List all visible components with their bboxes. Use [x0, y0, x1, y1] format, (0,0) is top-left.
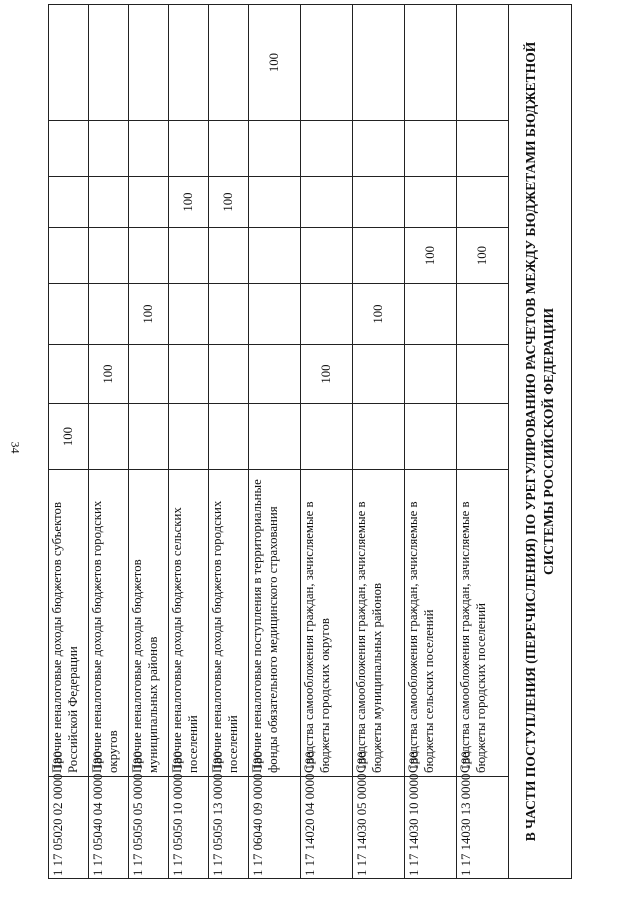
normative-value-cell: [457, 177, 509, 228]
revenue-code-cell: 1 17 05050 05 0000 180: [129, 777, 169, 879]
normative-value-cell: 100: [457, 228, 509, 284]
normative-value-cell: [405, 345, 457, 404]
table-row: [169, 5, 209, 879]
normative-value-cell: [209, 404, 249, 470]
normative-value-cell: [49, 121, 89, 177]
table-row: [353, 5, 405, 879]
normative-value-cell: [457, 121, 509, 177]
normative-value-cell: [353, 345, 405, 404]
section-header-row: [509, 5, 572, 879]
normative-value-cell: [209, 121, 249, 177]
normative-value-cell: [89, 228, 129, 284]
revenue-name-cell: Прочие неналоговые доходы бюджетов муниципальных районов: [129, 470, 169, 777]
normative-value-cell: [301, 5, 353, 121]
normative-value-cell: [89, 121, 129, 177]
normative-value-cell: [249, 345, 301, 404]
normative-value-cell: [301, 404, 353, 470]
normative-value-cell: [353, 5, 405, 121]
normative-value-cell: 100: [89, 345, 129, 404]
normative-value-cell: [49, 5, 89, 121]
table-row: [457, 5, 509, 879]
normative-value-cell: [129, 228, 169, 284]
normative-value-cell: [405, 5, 457, 121]
revenue-code-cell: 1 17 05040 04 0000 180: [89, 777, 129, 879]
normative-value-cell: [169, 404, 209, 470]
revenue-code-cell: 1 17 14030 13 0000 180: [457, 777, 509, 879]
normative-value-cell: [301, 228, 353, 284]
revenue-code-cell: 1 17 05050 13 0000 180: [209, 777, 249, 879]
normative-value-cell: [405, 284, 457, 345]
revenue-name-cell: Прочие неналоговые доходы бюджетов субъектов Российской Федерации: [49, 470, 89, 777]
rotated-table-container: [48, 24, 586, 879]
table-row: [49, 5, 89, 879]
normative-value-cell: [89, 5, 129, 121]
table-row: [129, 5, 169, 879]
normative-value-cell: [405, 121, 457, 177]
normative-value-cell: [89, 177, 129, 228]
normative-value-cell: [169, 5, 209, 121]
page-number: 34: [8, 441, 23, 454]
budget-revenue-table: [48, 4, 572, 879]
normative-value-cell: [249, 228, 301, 284]
normative-value-cell: 100: [353, 284, 405, 345]
normative-value-cell: [49, 345, 89, 404]
normative-value-cell: [49, 284, 89, 345]
normative-value-cell: [169, 284, 209, 345]
table-row: [89, 5, 129, 879]
table-row: [301, 5, 353, 879]
revenue-code-cell: 1 17 05020 02 0000 180: [49, 777, 89, 879]
normative-value-cell: [353, 404, 405, 470]
revenue-code-cell: 1 17 05050 10 0000 180: [169, 777, 209, 879]
normative-value-cell: 100: [129, 284, 169, 345]
normative-value-cell: [457, 5, 509, 121]
revenue-code-cell: 1 17 06040 09 0000 180: [249, 777, 301, 879]
normative-value-cell: 100: [405, 228, 457, 284]
normative-value-cell: 100: [49, 404, 89, 470]
normative-value-cell: [301, 284, 353, 345]
normative-value-cell: [89, 284, 129, 345]
normative-value-cell: [129, 404, 169, 470]
normative-value-cell: [353, 121, 405, 177]
normative-value-cell: [129, 5, 169, 121]
normative-value-cell: [353, 177, 405, 228]
normative-value-cell: [405, 404, 457, 470]
revenue-name-cell: Прочие неналоговые поступления в территориальные фонды обязательного медицинского страхования: [249, 470, 301, 777]
normative-value-cell: [301, 177, 353, 228]
normative-value-cell: [49, 177, 89, 228]
normative-value-cell: [89, 404, 129, 470]
normative-value-cell: [301, 121, 353, 177]
normative-value-cell: 100: [169, 177, 209, 228]
normative-value-cell: [457, 404, 509, 470]
normative-value-cell: [457, 284, 509, 345]
normative-value-cell: [249, 121, 301, 177]
section-header: В ЧАСТИ ПОСТУПЛЕНИЯ (ПЕРЕЧИСЛЕНИЯ) ПО УРЕГУЛИРОВАНИЮ РАСЧЕТОВ МЕЖДУ БЮДЖЕТАМИ БЮДЖЕТНОЙ СИСТЕМЫ РОССИЙСКОЙ ФЕДЕРАЦИИ: [509, 5, 572, 879]
normative-value-cell: [249, 404, 301, 470]
revenue-code-cell: 1 17 14030 05 0000 180: [353, 777, 405, 879]
table-row: [249, 5, 301, 879]
revenue-name-cell: Средства самообложения граждан, зачисляемые в бюджеты городских поселений: [457, 470, 509, 777]
normative-value-cell: [209, 345, 249, 404]
normative-value-cell: [129, 345, 169, 404]
normative-value-cell: [129, 121, 169, 177]
normative-value-cell: 100: [249, 5, 301, 121]
normative-value-cell: [457, 345, 509, 404]
normative-value-cell: [169, 345, 209, 404]
normative-value-cell: [49, 228, 89, 284]
table-row: [209, 5, 249, 879]
table-row: [405, 5, 457, 879]
revenue-code-cell: 1 17 14030 10 0000 180: [405, 777, 457, 879]
normative-value-cell: [249, 177, 301, 228]
revenue-name-cell: Средства самообложения граждан, зачисляемые в бюджеты сельских поселений: [405, 470, 457, 777]
normative-value-cell: [209, 284, 249, 345]
normative-value-cell: [169, 228, 209, 284]
revenue-name-cell: Прочие неналоговые доходы бюджетов сельских поселений: [169, 470, 209, 777]
normative-value-cell: [353, 228, 405, 284]
normative-value-cell: 100: [209, 177, 249, 228]
normative-value-cell: [405, 177, 457, 228]
normative-value-cell: [209, 5, 249, 121]
normative-value-cell: [169, 121, 209, 177]
normative-value-cell: [129, 177, 169, 228]
revenue-name-cell: Средства самообложения граждан, зачисляемые в бюджеты муниципальных районов: [353, 470, 405, 777]
revenue-name-cell: Прочие неналоговые доходы бюджетов городских поселений: [209, 470, 249, 777]
revenue-code-cell: 1 17 14020 04 0000 180: [301, 777, 353, 879]
normative-value-cell: 100: [301, 345, 353, 404]
normative-value-cell: [209, 228, 249, 284]
revenue-name-cell: Средства самообложения граждан, зачисляемые в бюджеты городских округов: [301, 470, 353, 777]
normative-value-cell: [249, 284, 301, 345]
revenue-name-cell: Прочие неналоговые доходы бюджетов городских округов: [89, 470, 129, 777]
